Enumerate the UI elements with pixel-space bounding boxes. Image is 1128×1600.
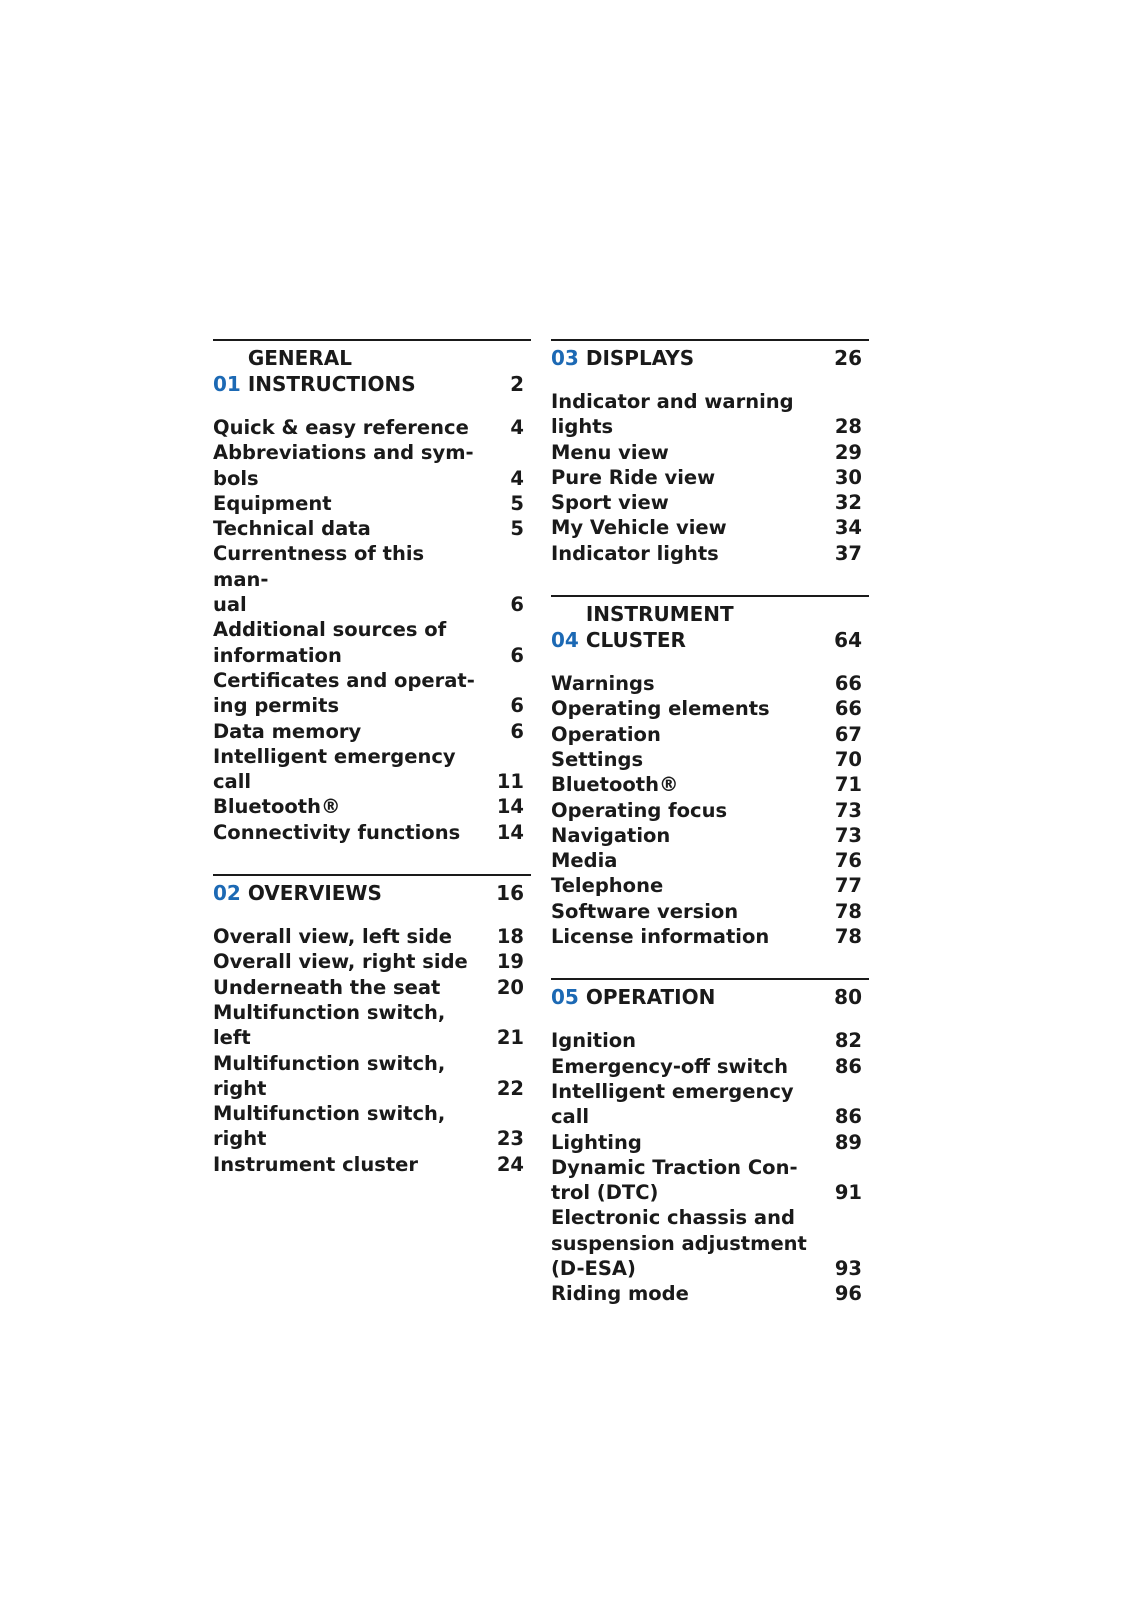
- entry-title: Bluetooth®: [213, 795, 341, 819]
- entry-title: Lighting: [551, 1130, 642, 1154]
- toc-entry[interactable]: [551, 899, 869, 924]
- section-title: INSTRUMENT CLUSTER: [585, 602, 734, 653]
- toc-section-04: [551, 595, 869, 949]
- toc-entry[interactable]: [213, 924, 531, 949]
- entry-title: Media: [551, 849, 618, 873]
- toc-entry[interactable]: [551, 873, 869, 898]
- entry-title: License information: [551, 925, 770, 949]
- entry-page-number: 78: [834, 925, 862, 949]
- entry-title: Riding mode: [551, 1282, 689, 1306]
- entry-page-number: 6: [510, 643, 524, 667]
- entry-title: Pure Ride view: [551, 465, 716, 489]
- entry-title: My Vehicle view: [551, 516, 727, 540]
- entry-page-number: 14: [496, 795, 524, 819]
- entry-title: Intelligent emergency call: [551, 1079, 794, 1129]
- entry-title: Data memory: [213, 719, 362, 743]
- entry-page-number: 4: [510, 466, 524, 490]
- entry-page-number: 4: [510, 416, 524, 439]
- entry-title: Software version: [551, 899, 739, 923]
- entry-page-number: 5: [510, 517, 524, 541]
- toc-entry[interactable]: [551, 1130, 869, 1155]
- entry-page-number: 82: [834, 1029, 862, 1053]
- entry-page-number: 93: [834, 1257, 862, 1281]
- entry-page-number: 6: [510, 719, 524, 743]
- entry-page-number: 71: [834, 773, 862, 797]
- toc-entry[interactable]: [213, 949, 531, 974]
- entry-title: Sport view: [551, 491, 669, 515]
- toc-entry[interactable]: [551, 1281, 869, 1306]
- entry-page-number: 19: [496, 950, 524, 974]
- toc-column-left: [213, 339, 531, 1206]
- entry-page-number: 21: [496, 1026, 524, 1050]
- entry-title: Operating elements: [551, 697, 770, 721]
- toc-entry[interactable]: [213, 491, 531, 516]
- entry-page-number: 30: [834, 465, 862, 489]
- toc-entry[interactable]: [213, 415, 531, 440]
- toc-entry[interactable]: [213, 440, 531, 491]
- entry-title: Equipment: [213, 491, 332, 515]
- entry-title: Currentness of this man- ual: [213, 542, 425, 617]
- entry-page-number: 66: [834, 672, 862, 696]
- toc-entry[interactable]: [213, 1101, 531, 1152]
- toc-section-03: [551, 339, 869, 566]
- toc-entry[interactable]: [213, 820, 531, 845]
- entry-title: Electronic chassis and suspension adjustment (D-ESA): [551, 1206, 807, 1281]
- section-number: 04: [551, 628, 579, 653]
- entry-page-number: 37: [834, 541, 862, 565]
- entry-page-number: 11: [496, 770, 524, 794]
- entry-title: Connectivity functions: [213, 820, 461, 844]
- entry-page-number: 34: [834, 516, 862, 540]
- toc-entry[interactable]: [551, 798, 869, 823]
- section-number: 01: [213, 372, 241, 396]
- toc-entry[interactable]: [551, 696, 869, 721]
- section-number: 03: [551, 346, 579, 370]
- entry-page-number: 96: [834, 1282, 862, 1306]
- toc-entry[interactable]: [551, 1079, 869, 1130]
- toc-entry[interactable]: [551, 1028, 869, 1053]
- entry-page-number: 18: [496, 925, 524, 949]
- section-page-number: 80: [834, 985, 862, 1010]
- entry-page-number: 78: [834, 899, 862, 923]
- entry-title: Indicator lights: [551, 541, 719, 565]
- entry-title: Dynamic Traction Con- trol (DTC): [551, 1155, 798, 1205]
- toc-entry[interactable]: [551, 823, 869, 848]
- entry-title: Certificates and operat- ing permits: [213, 668, 475, 718]
- entry-page-number: 6: [510, 694, 524, 718]
- entry-page-number: 66: [834, 697, 862, 721]
- section-heading[interactable]: [213, 345, 531, 397]
- entry-title: Additional sources of information: [213, 618, 447, 667]
- section-title: OVERVIEWS: [247, 881, 382, 906]
- section-title: DISPLAYS: [585, 346, 695, 370]
- toc-entry[interactable]: [213, 1000, 531, 1051]
- toc-entry[interactable]: [213, 719, 531, 744]
- toc-entry[interactable]: [213, 516, 531, 541]
- entry-title: Abbreviations and sym- bols: [213, 441, 474, 490]
- toc-section-02: [213, 874, 531, 1177]
- entry-title: Overall view, right side: [213, 950, 468, 974]
- section-heading[interactable]: [213, 880, 531, 906]
- toc-entry[interactable]: [213, 1152, 531, 1177]
- toc-entry[interactable]: [213, 1051, 531, 1102]
- entry-title: Quick & easy reference: [213, 416, 469, 439]
- entry-page-number: 70: [834, 747, 862, 771]
- toc-entry[interactable]: [551, 1155, 869, 1206]
- toc-entry[interactable]: [551, 722, 869, 747]
- entry-page-number: 23: [496, 1127, 524, 1151]
- entry-title: Telephone: [551, 874, 664, 898]
- entry-title: Intelligent emergency call: [213, 744, 456, 794]
- entry-title: Multifunction switch, left: [213, 1000, 446, 1050]
- entry-page-number: 77: [834, 874, 862, 898]
- toc-entry[interactable]: [551, 671, 869, 696]
- toc-entry[interactable]: [551, 440, 869, 465]
- entry-page-number: 86: [834, 1105, 862, 1129]
- toc-entry[interactable]: [551, 465, 869, 490]
- entry-title: Technical data: [213, 517, 371, 541]
- section-page-number: 16: [496, 881, 524, 906]
- entry-page-number: 91: [834, 1181, 862, 1205]
- toc-entry[interactable]: [551, 515, 869, 540]
- section-title: OPERATION: [585, 985, 716, 1010]
- section-title: GENERAL INSTRUCTIONS: [247, 346, 416, 396]
- toc-entry[interactable]: [551, 848, 869, 873]
- toc-entry[interactable]: [551, 924, 869, 949]
- section-number: 05: [551, 985, 579, 1010]
- entry-title: Settings: [551, 747, 644, 771]
- entry-page-number: 5: [510, 491, 524, 515]
- entry-page-number: 20: [496, 975, 524, 999]
- entry-title: Navigation: [551, 823, 671, 847]
- toc-entry[interactable]: [213, 744, 531, 795]
- entry-page-number: 28: [834, 415, 862, 439]
- section-number: 02: [213, 881, 241, 906]
- toc-entry[interactable]: [213, 975, 531, 1000]
- entry-page-number: 86: [834, 1054, 862, 1078]
- toc-entry[interactable]: [213, 668, 531, 719]
- entry-title: Underneath the seat: [213, 975, 441, 999]
- entry-page-number: 14: [496, 820, 524, 844]
- entry-title: Warnings: [551, 672, 655, 696]
- entry-page-number: 73: [834, 798, 862, 822]
- toc-entry[interactable]: [213, 617, 531, 668]
- toc-entry[interactable]: [551, 389, 869, 440]
- toc-entry[interactable]: [213, 541, 531, 617]
- entry-title: Multifunction switch, right: [213, 1051, 446, 1100]
- entry-title: Operating focus: [551, 798, 728, 822]
- section-heading[interactable]: [551, 345, 869, 371]
- toc-entry[interactable]: [551, 541, 869, 566]
- entry-page-number: 89: [834, 1130, 862, 1154]
- entry-title: Operation: [551, 722, 661, 746]
- section-page-number: 26: [834, 346, 862, 370]
- section-heading[interactable]: [551, 601, 869, 653]
- toc-entry[interactable]: [551, 772, 869, 797]
- toc-entry[interactable]: [551, 747, 869, 772]
- entry-title: Overall view, left side: [213, 925, 453, 949]
- entry-title: Multifunction switch, right: [213, 1102, 446, 1151]
- toc-entry[interactable]: [551, 1205, 869, 1281]
- entry-page-number: 22: [496, 1076, 524, 1100]
- toc-section-05: [551, 978, 869, 1306]
- toc-section-01: [213, 339, 531, 845]
- entry-page-number: 6: [510, 593, 524, 617]
- toc-entry[interactable]: [213, 794, 531, 819]
- entry-title: Instrument cluster: [213, 1152, 418, 1176]
- entry-title: Indicator and warning lights: [551, 390, 794, 439]
- toc-entry[interactable]: [551, 490, 869, 515]
- entry-title: Menu view: [551, 440, 669, 464]
- section-page-number: 64: [834, 628, 862, 653]
- section-heading[interactable]: [551, 984, 869, 1010]
- entry-page-number: 67: [834, 722, 862, 746]
- entry-page-number: 24: [496, 1152, 524, 1176]
- entry-page-number: 73: [834, 823, 862, 847]
- entry-page-number: 32: [834, 491, 862, 515]
- entry-title: Emergency-off switch: [551, 1054, 788, 1078]
- toc-column-right: [551, 339, 869, 1336]
- toc-entry[interactable]: [551, 1054, 869, 1079]
- entry-page-number: 76: [834, 849, 862, 873]
- entry-title: Ignition: [551, 1029, 637, 1053]
- section-page-number: 2: [510, 372, 524, 396]
- entry-title: Bluetooth®: [551, 773, 679, 797]
- entry-page-number: 29: [834, 440, 862, 464]
